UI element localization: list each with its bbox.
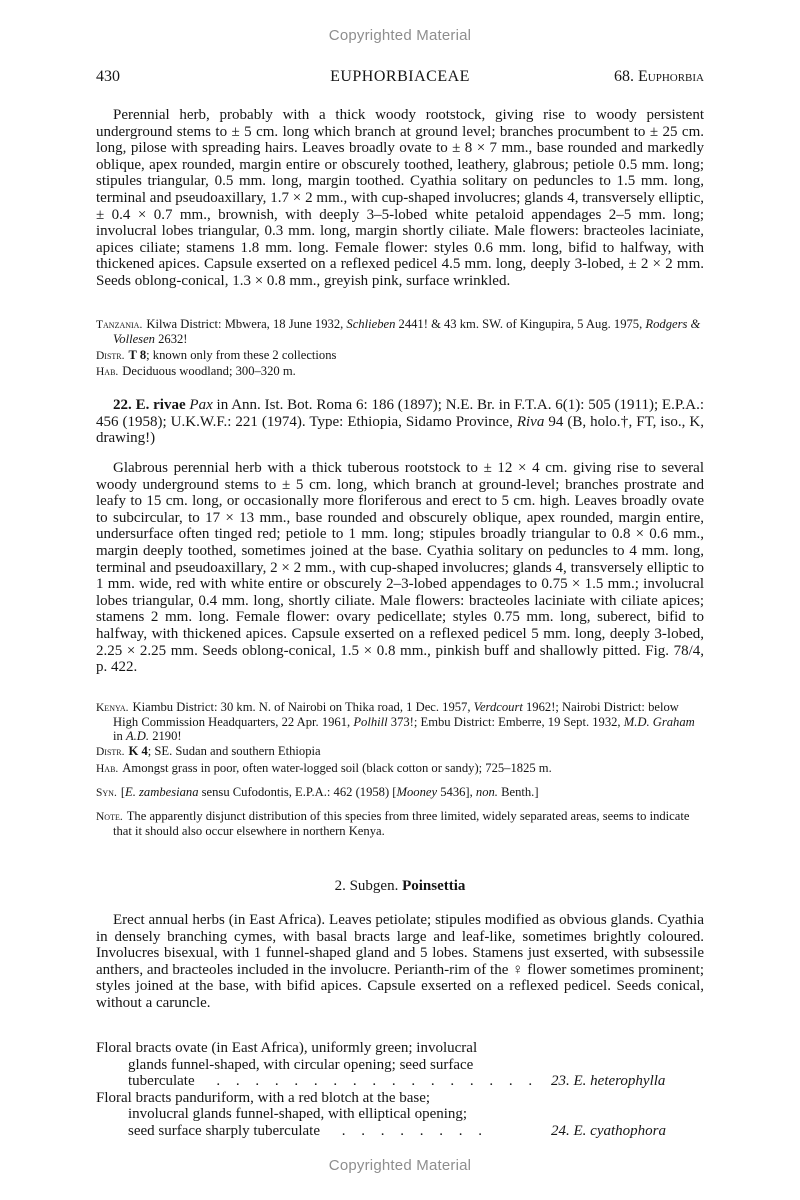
synonym bbox=[96, 786, 704, 801]
subgenus-name: Poinsettia bbox=[402, 878, 466, 894]
type-details: 94 (B, holo.†, FT, iso., K, drawing!) bbox=[96, 413, 704, 447]
identification-key bbox=[96, 1040, 704, 1140]
species-22-heading-block bbox=[96, 397, 704, 447]
type-collector: Riva bbox=[516, 413, 545, 430]
note-label: Note. bbox=[96, 810, 123, 823]
family-heading: EUPHORBIACEAE bbox=[330, 68, 470, 85]
collector-name: Schlieben bbox=[346, 317, 396, 331]
collector-name: Mooney bbox=[396, 784, 438, 799]
subgenus-heading bbox=[96, 878, 704, 895]
species-22-description-block bbox=[96, 460, 704, 676]
kenya-label: Kenya. bbox=[96, 702, 129, 714]
syn-text: [ bbox=[120, 784, 126, 799]
subgenus-description: Erect annual herbs (in East Africa). Leaves petiolate; stipules modified as obvious glands. Cyathia in densely branching cymes, with basal bracts large and leaf-like, sometimes brightly coloured. Involucres bisexual, with 1 funnel-shaped gland and 5 lobes. Stamens just exserted, with subsessile anthers, and bracteoles included in the involucre. Perianth-rim of the ♀ flower sometimes prominent; styles joined at the base, with bifid apices. Capsule exserted on a reflexed pedicel. Seeds conical, without a caruncle. bbox=[96, 912, 704, 1011]
hab-text: Amongst grass in poor, often water-logged soil (black cotton or sandy); 725–1825 m. bbox=[122, 761, 552, 776]
genus-number: 68. bbox=[613, 68, 634, 85]
citation-text: 2441! & 43 km. SW. of Kingupira, 5 Aug. 1975, bbox=[395, 317, 646, 331]
distribution bbox=[96, 745, 704, 760]
citation-text: Kiambu District: 30 km. N. of Nairobi on Thika road, 1 Dec. 1957, bbox=[132, 700, 474, 714]
tanzania-label: Tanzania. bbox=[96, 319, 143, 331]
species-22-description: Glabrous perennial herb with a thick tuberous rootstock to ± 12 × 4 cm. giving rise to several woody underground stems to ± 5 cm. long, which branch at ground-level; branches prostrate and leafy to 15 cm. long, or occasionally more floriferous and erect to 5 cm. high. Leaves broadly ovate to subcircular, to 17 × 13 mm., base rounded and obscurely oblique, apex rounded, margin entire, undersurface often tinged red; petiole to 1 mm. long; stipules broadly triangular to 0.8 × 0.6 mm., margin deeply toothed, sometimes joined at the base. Cyathia solitary on peduncles to 4 mm. long, terminal and pseudoaxillary, 2 × 2 mm., with cup-shaped involucres; glands 4, transversely elliptic to 1 mm. wide, red with white entire or obscurely 2–3-lobed appendages to 0.75 × 1.5 mm.; involucral lobes triangular, 0.4 mm. long, shortly ciliate. Male flowers: bracteoles laciniate with ciliate apices; stamens 2 mm. long. Female flower: ovary pedicellate; styles 0.75 mm. long, suberect, bifid to halfway, with thickened apices. Capsule exserted on a reflexed pedicel 5 mm. long, deeply 3-lobed, 2.25 × 2.25 mm. Seeds oblong-conical, 1.5 × 0.8 mm., pinkish buff and shallowly pitted. Fig. 78/4, p. 422. bbox=[96, 460, 704, 676]
key-result-23: 23. E. heterophylla bbox=[551, 1073, 666, 1090]
citation-text: in bbox=[113, 728, 126, 743]
collector-name: M.D. Graham bbox=[623, 714, 695, 729]
species-number: 22. bbox=[113, 397, 132, 413]
note-text: The apparently disjunct distribution of this species from three limited, widely separated areas, seems to indicate that it should also occur elsewhere in northern Kenya. bbox=[113, 808, 690, 838]
species-citation: in Ann. Ist. Bot. Roma 6: 186 (1897); N.E. Br. in F.T.A. 6(1): 505 (1911); E.P.A.: 456 (1958); U.K.W.F.: 221 (1974). Type: Ethiopia, Sidamo Province, bbox=[96, 397, 705, 430]
note bbox=[96, 810, 704, 839]
distr-code: K 4 bbox=[128, 744, 148, 759]
habitat bbox=[96, 762, 704, 777]
leader-dots: . . . . . . . . . . . . . . . . . bbox=[216, 1073, 539, 1090]
citation-text: 1962!; Nairobi District: below High Commission Headquarters, 22 Apr. 1961, bbox=[113, 700, 679, 729]
key-lead-1-line-3 bbox=[96, 1073, 666, 1090]
leader-dots: . . . . . . . . bbox=[341, 1122, 488, 1139]
subgenus-description-block bbox=[96, 912, 704, 1012]
citation-text: 373!; Embu District: Emberre, 19 Sept. 1932, bbox=[387, 714, 624, 729]
species-22-heading bbox=[96, 397, 704, 447]
collector-name: Verdcourt bbox=[473, 700, 523, 714]
collector-name: Polhill bbox=[353, 714, 388, 729]
collector-name: Rodgers & Vollesen bbox=[113, 317, 701, 346]
key-lead-1-line-2: glands funnel-shaped, with circular opening; seed surface bbox=[128, 1056, 474, 1073]
watermark-bottom: Copyrighted Material bbox=[328, 1157, 472, 1174]
species-author: Pax bbox=[189, 397, 213, 413]
running-header bbox=[96, 68, 704, 90]
genus-name: Euphorbia bbox=[637, 68, 704, 85]
syn-text: sensu Cufodontis, E.P.A.: 462 (1958) [ bbox=[198, 784, 397, 799]
syn-label: Syn. bbox=[96, 786, 117, 799]
page-number: 430 bbox=[96, 68, 120, 85]
species-21-description: Perennial herb, probably with a thick woody rootstock, giving rise to woody persistent underground stems to ± 5 cm. long which branch at ground level; branches procumbent to ± 25 cm. long, pilose with spreading hairs. Leaves broadly ovate to ± 8 × 7 mm., base rounded and markedly oblique, apex rounded, margin entire or obscurely toothed, leathery, glabrous; petiole 0.5 mm. long; stipules triangular, 0.5 mm. long, margin toothed. Cyathia solitary on peduncles to 1.5 mm. long, terminal and pseudoaxillary, 1.7 × 2 mm., with cup-shaped involucres; glands 4, transversely elliptic, ± 0.4 × 0.7 mm., brownish, with deeply 3–5-lobed white petaloid appendages 2–5 mm. long; involucral lobes triangular, 0.3 mm. long, margin shortly ciliate. Male flowers: bracteoles laciniate, apices ciliate; stamens 1.8 mm. long. Female flower: styles 0.6 mm. long, bifid to halfway, with thickened apices. Capsule exserted on a reflexed pedicel 4.5 mm. long, deeply 3-lobed, ± 2 × 2 mm. Seeds oblong-conical, 1.3 × 0.8 mm., greyish pink, surface wrinkled. bbox=[96, 107, 704, 289]
hab-label: Hab. bbox=[96, 763, 119, 776]
distr-text: ; known only from these 2 collections bbox=[146, 347, 337, 362]
hab-text: Deciduous woodland; 300–320 m. bbox=[122, 364, 296, 379]
key-text: tuberculate bbox=[128, 1073, 195, 1090]
species-22-specimens bbox=[96, 701, 704, 840]
subgenus-number: 2. Subgen. bbox=[334, 878, 399, 894]
genus-heading bbox=[614, 68, 704, 86]
citation-text: 2632! bbox=[154, 331, 188, 346]
species-name: E. rivae bbox=[135, 397, 186, 413]
key-lead-2-line-2: involucral glands funnel-shaped, with elliptical opening; bbox=[128, 1106, 468, 1123]
tanzania-citation bbox=[96, 318, 704, 347]
citation-text: 2190! bbox=[149, 728, 182, 743]
collector-name: A.D. bbox=[125, 728, 150, 743]
hab-label: Hab. bbox=[96, 366, 119, 379]
syn-text: Benth.] bbox=[497, 784, 539, 799]
distribution bbox=[96, 349, 704, 364]
key-result-24: 24. E. cyathophora bbox=[551, 1122, 666, 1139]
syn-non: non. bbox=[475, 784, 498, 799]
key-lead-2-line-3 bbox=[96, 1122, 666, 1140]
species-21-description-block bbox=[96, 107, 704, 290]
species-21-specimens bbox=[96, 318, 704, 382]
distr-label: Distr. bbox=[96, 746, 125, 759]
watermark-top: Copyrighted Material bbox=[328, 27, 472, 44]
key-text: seed surface sharply tuberculate bbox=[128, 1122, 320, 1139]
syn-name: E. zambesiana bbox=[125, 784, 199, 799]
habitat bbox=[96, 365, 704, 380]
key-lead-2-line-1: Floral bracts panduriform, with a red blotch at the base; bbox=[96, 1089, 431, 1106]
distr-code: T 8 bbox=[128, 347, 147, 362]
citation-text: Kilwa District: Mbwera, 18 June 1932, bbox=[146, 317, 347, 331]
key-lead-1-line-1: Floral bracts ovate (in East Africa), uniformly green; involucral bbox=[96, 1040, 478, 1056]
syn-text: 5436], bbox=[437, 784, 476, 799]
distr-label: Distr. bbox=[96, 349, 125, 362]
distr-text: ; SE. Sudan and southern Ethiopia bbox=[147, 744, 321, 759]
kenya-citation bbox=[96, 701, 704, 743]
